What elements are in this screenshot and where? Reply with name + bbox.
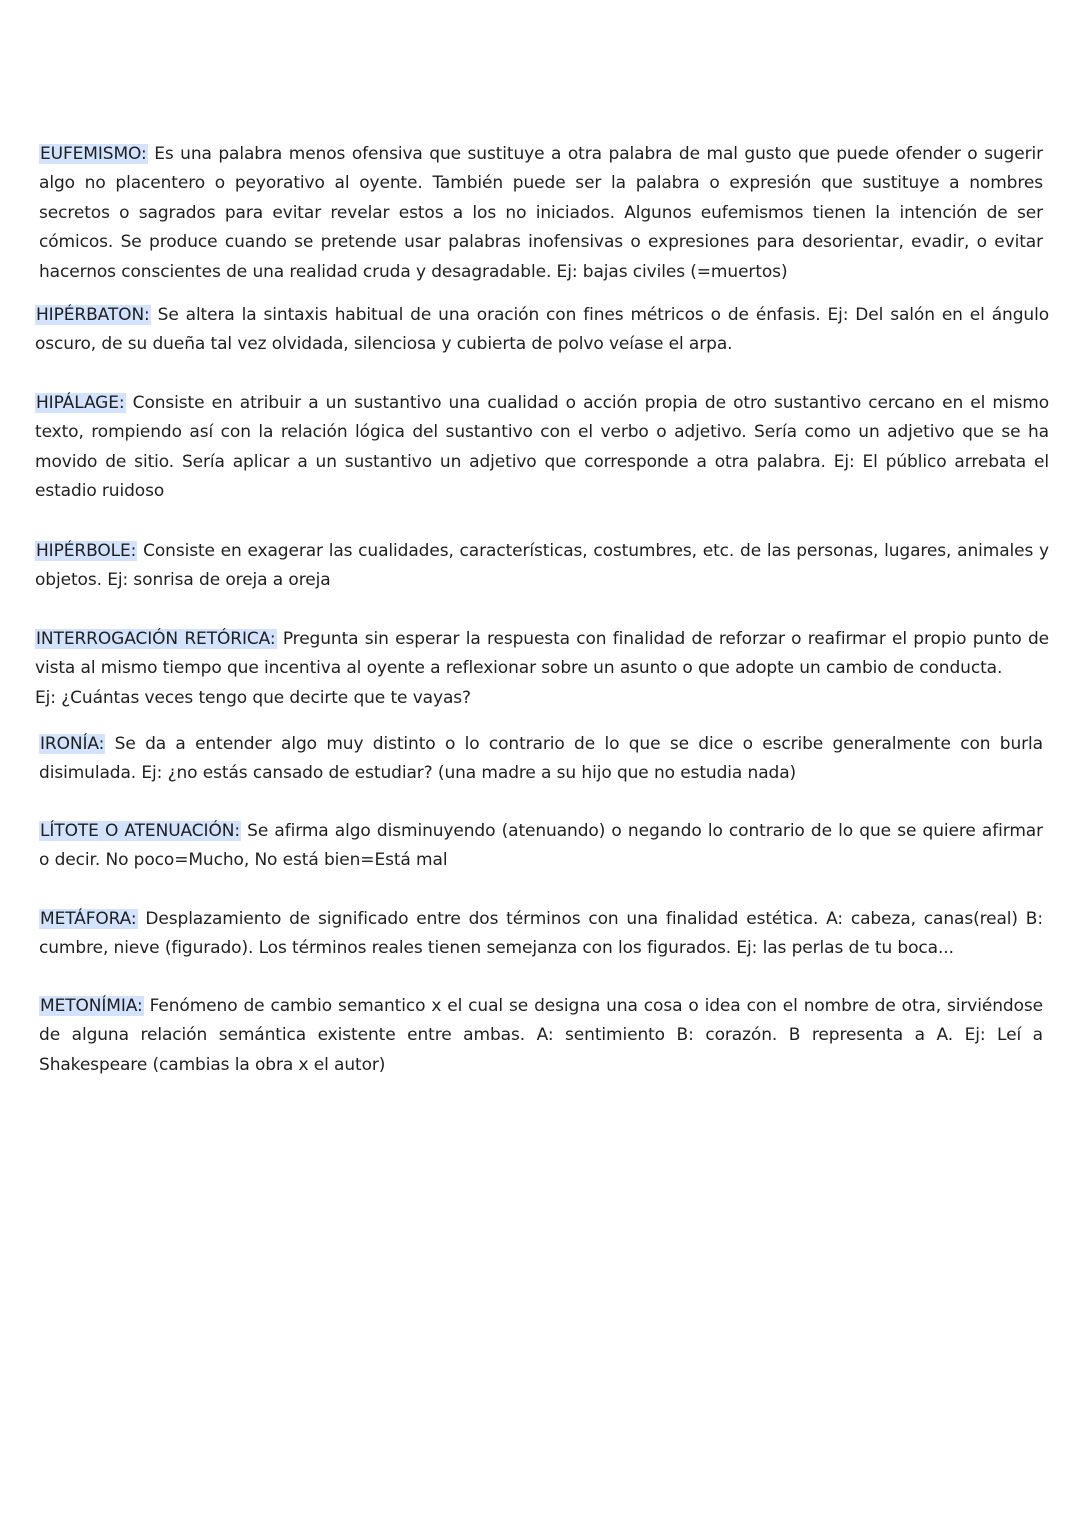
term-ironia: IRONÍA: (40, 734, 105, 754)
definition-interrogacion-retorica: Pregunta sin esperar la respuesta con finalidad de reforzar o reafirmar el propio punto de vista al mismo tiempo que incentiva al oyente a reflexionar sobre un asunto o que adopte un cambio de conducta. (35, 629, 1049, 679)
example-interrogacion-retorica: Ej: ¿Cuántas veces tengo que decirte que te vayas? (35, 687, 471, 708)
entry-litote (39, 817, 1043, 876)
entry-hiperbole (35, 537, 1049, 596)
entry-ironia (39, 730, 1043, 789)
term-hiperbole: HIPÉRBOLE: (36, 541, 137, 561)
term-interrogacion-retorica: INTERROGACIÓN RETÓRICA: (36, 629, 276, 649)
definition-hiperbole: Consiste en exagerar las cualidades, características, costumbres, etc. de las personas, lugares, animales y objetos. Ej: sonrisa de oreja a oreja (35, 541, 1049, 591)
definition-eufemismo: Es una palabra menos ofensiva que sustituye a otra palabra de mal gusto que puede ofender o sugerir algo no placentero o peyorativo al oyente. También puede ser la palabra o expresión que sustituye a nombres secretos o sagrados para evitar revelar estos a los no iniciados. Algunos eufemismos tienen la intención de ser cómicos. Se produce cuando se pretende usar palabras inofensivas o expresiones para desorientar, evadir, o evitar hacernos conscientes de una realidad cruda y desagradable. Ej: bajas civiles (=muertos) (39, 144, 1043, 282)
definition-ironia: Se da a entender algo muy distinto o lo contrario de lo que se dice o escribe generalmente con burla disimulada. Ej: ¿no estás cansado de estudiar? (una madre a su hijo que no estudia nada) (39, 734, 1043, 784)
term-metafora: METÁFORA: (40, 909, 137, 929)
definition-litote: Se afirma algo disminuyendo (atenuando) o negando lo contrario de lo que se quiere afirmar o decir. No poco=Mucho, No está bien=Está mal (39, 821, 1043, 871)
entry-metonimia (39, 992, 1043, 1080)
term-hipalage: HIPÁLAGE: (36, 393, 125, 413)
term-metonimia: METONÍMIA: (40, 996, 143, 1016)
term-litote: LÍTOTE O ATENUACIÓN: (40, 821, 240, 841)
entry-metafora (39, 905, 1043, 964)
entry-interrogacion-retorica (35, 625, 1049, 713)
entry-eufemismo (39, 140, 1043, 287)
term-hiperbaton: HIPÉRBATON: (36, 305, 150, 325)
definition-metonimia: Fenómeno de cambio semantico x el cual se designa una cosa o idea con el nombre de otra, sirviéndose de alguna relación semántica existente entre ambas. A: sentimiento B: corazón. B representa a A. Ej: Leí a Shakespeare (cambias la obra x el autor) (39, 996, 1043, 1075)
term-eufemismo: EUFEMISMO: (40, 144, 147, 164)
entry-hipalage (35, 389, 1049, 507)
definition-hiperbaton: Se altera la sintaxis habitual de una oración con fines métricos o de énfasis. Ej: Del salón en el ángulo oscuro, de su dueña tal vez olvidada, silenciosa y cubierta de polvo veíase el arpa. (35, 305, 1049, 355)
definition-hipalage: Consiste en atribuir a un sustantivo una cualidad o acción propia de otro sustantivo cercano en el mismo texto, rompiendo así con la relación lógica del sustantivo con el verbo o adjetivo. Sería como un adjetivo que se ha movido de sitio. Sería aplicar a un sustantivo un adjetivo que corresponde a otra palabra. Ej: El público arrebata el estadio ruidoso (35, 393, 1049, 502)
definition-metafora: Desplazamiento de significado entre dos términos con una finalidad estética. A: cabeza, canas(real) B: cumbre, nieve (figurado). Los términos reales tienen semejanza con los figurados. Ej: las perlas de tu boca... (39, 909, 1043, 959)
entry-hiperbaton (35, 301, 1049, 360)
